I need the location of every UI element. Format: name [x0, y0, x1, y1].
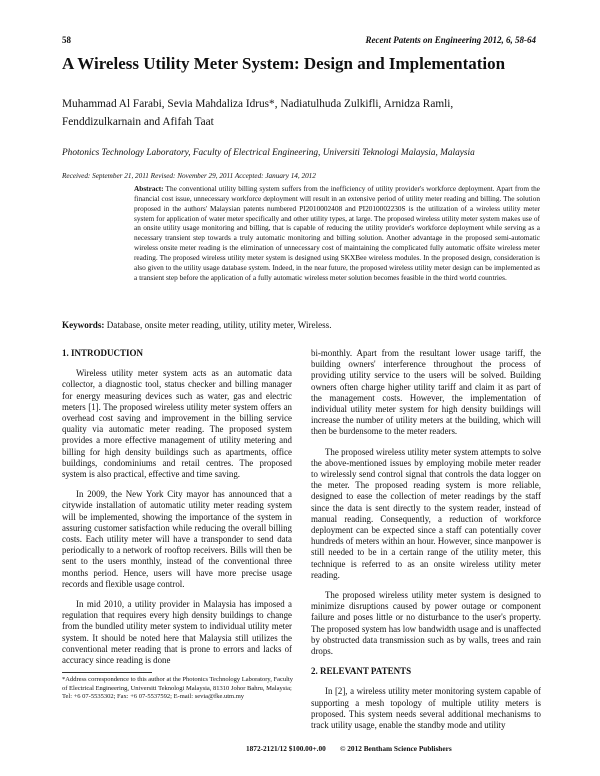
publication-dates: Received: September 21, 2011 Revised: November 29, 2011 Accepted: January 14, 2012 [62, 172, 316, 180]
keywords-heading: Keywords: [62, 320, 105, 330]
intro-paragraph-5: The proposed wireless utility meter system is designed to minimize disruptions caused by power outage or component failure and poses little or no disturbance to the user's property. The proposed system has low bandwidth usage and is unaffected by obstructed data transmission such as by walls, trees and rain drops. [311, 590, 541, 657]
paper-title: A Wireless Utility Meter System: Design and Implementation [62, 54, 506, 73]
keywords-text: Database, onsite meter reading, utility, utility meter, Wireless. [106, 320, 332, 330]
copyright-notice: © 2012 Bentham Science Publishers [340, 744, 452, 753]
abstract-text: The conventional utility billing system suffers from the inefficiency of utility provider's workforce deployment. Apart from the financial cost issue, unnecessary workforce deployment will result in an extensive period of utility meter reading and billing. The solution proposed in the authors' Malaysian patents numbered PI2010002408 and PI2010002230S is the utilization of a wireless utility meter system for application of water meter specifically and other utility types, at large. The proposed wireless utility meter system makes use of an onsite utility usage monitoring and billing, that is capable of reducing the utility provider's workforce deployment while serving as a necessary transient step towards a truly automatic monitoring and billing solution. Another advantage in the proposed semi-automatic wireless onsite meter reading is the elimination of unnecessary cost of maintaining the complicated fully automatic offsite wireless meter reading. The proposed wireless utility meter system is designed using SKXBee wireless modules. In the proposed design, consideration is also given to the utility usage database system. Indeed, in the near future, the proposed wireless utility meter design can be implemented as a transient step before the application of a fully automatic wireless meter solution becomes feasible in the third world countries. [134, 184, 540, 282]
abstract-heading: Abstract: [134, 184, 164, 193]
intro-paragraph-2: In 2009, the New York City mayor has announced that a citywide installation of automatic utility meter reading system will be implemented, showing the importance of the system in assuring customer satisfaction while reducing the overall billing costs. Each utility meter will have a transponder to send data periodically to a network of rooftop receivers. Bills will then be sent to the users monthly, instead of the conventional three months period. Hence, users will have more precise usage records and flexible usage control. [62, 489, 292, 589]
relevant-patents-heading: 2. RELEVANT PATENTS [311, 666, 412, 677]
intro-paragraph-4: The proposed wireless utility meter system attempts to solve the above-mentioned issues by employing mobile meter reader to wirelessly send control signal that controls the data logger on the meter. The proposed reading system is more reliable, designed to ease the collection of meter readings by the staff since the data is sent directly to the system reader, instead of manual reading. Consequently, a reduction of workforce deployment can be expected since a staff can potentially cover hundreds of meters within an hour. However, since manpower is still needed to be in a certain range of the utility meter, this technique is referred to as an onsite wireless utility meter reading. [311, 446, 541, 580]
authors-line-1: Muhammad Al Farabi, Sevia Mahdaliza Idrus*, Nadiatulhuda Zulkifli, Arnidza Ramli, [62, 98, 454, 110]
abstract [134, 184, 540, 282]
intro-paragraph-1: Wireless utility meter system acts as an automatic data collector, a diagnostic tool, status checker and billing manager for energy measuring devices such as water, gas and electric meters [1]. The proposed wireless utility meter system offers an overhead cost saving and improvement in the billing service quality via automatic meter reading. The proposed system provides a more effective management of utility metering and billing for high density buildings such as apartments, office buildings, condominiums and retail centres. The proposed system is also practical, effective and time saving. [62, 368, 292, 480]
patents-paragraph-1: In [2], a wireless utility meter monitoring system capable of supporting a mesh topology of multiple utility meters is proposed. This system needs several additional mechanisms to track utility usage, enable the standby mode and utility [311, 686, 541, 731]
authors-line-2: Fenddizulkarnain and Afifah Taat [62, 116, 214, 128]
issn-price: 1872-2121/12 $100.00+.00 [246, 744, 326, 753]
introduction-heading: 1. INTRODUCTION [62, 348, 144, 358]
left-column [62, 348, 292, 675]
intro-paragraph-3: In mid 2010, a utility provider in Malaysia has imposed a regulation that requires every high density buildings to change from the bundled utility meter system to individual utility meter system. It should be noted here that Malaysia still utilizes the conventional meter reading that is prone to errors and lacks of accuracy since reading is done [62, 599, 292, 666]
page-number: 58 [62, 35, 71, 45]
keywords [62, 320, 332, 330]
affiliation: Photonics Technology Laboratory, Faculty of Electrical Engineering, Universiti Teknologi Malaysia, Malaysia [62, 148, 475, 158]
intro-paragraph-3-continued: bi-monthly. Apart from the resultant lower usage tariff, the building owners' interference throughout the process of providing utility service to the users will be solved. Building owners often charge higher utility tariff and claim it as part of the management costs. However, the implementation of individual utility meter system for high density buildings will increase the number of utility meters at the building, which will then be burdensome to the meter readers. [311, 348, 541, 437]
footnote-divider [62, 672, 152, 673]
correspondence-footnote: *Address correspondence to this author at the Photonics Technology Laboratory, Faculty of Electrical Engineering, Universiti Teknologi Malaysia, 81310 Johor Bahru, Malaysia; Tel: +6 07-5535302; Fax: +6 07-5537592; E-mail: sevia@fke.utm.my [62, 676, 293, 701]
right-column [311, 348, 541, 740]
author-list [62, 95, 542, 131]
journal-header: Recent Patents on Engineering 2012, 6, 58-64 [365, 35, 536, 45]
